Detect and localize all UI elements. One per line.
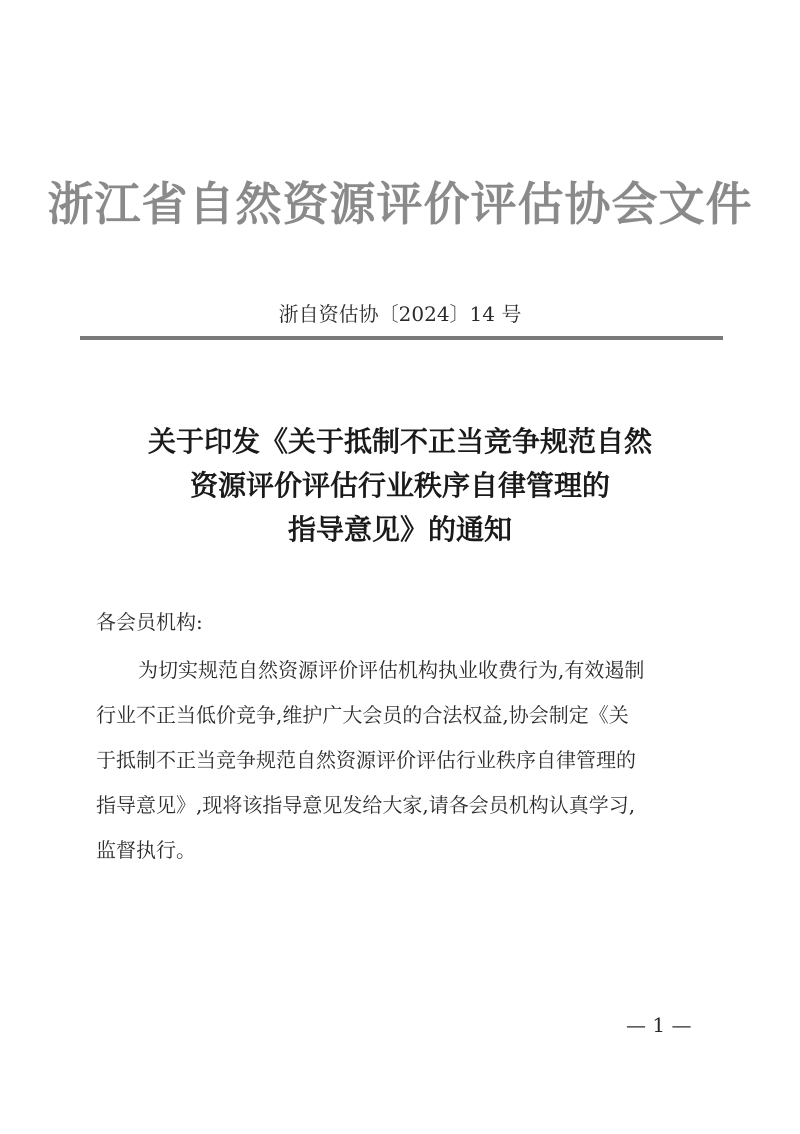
- body-line: 于抵制不正当竞争规范自然资源评价评估行业秩序自律管理的: [96, 748, 636, 772]
- document-title-line: 关于印发《关于抵制不正当竞争规范自然: [147, 425, 652, 458]
- document-title: [80, 420, 720, 552]
- document-title-line: 资源评价评估行业秩序自律管理的: [189, 469, 610, 502]
- document-number: 浙自资估协〔2024〕14 号: [278, 302, 522, 326]
- page-number: — 1 —: [626, 1013, 692, 1037]
- body-line: 指导意见》,现将该指导意见发给大家,请各会员机构认真学习,: [96, 793, 636, 817]
- document-title-line: 指导意见》的通知: [287, 513, 512, 546]
- issuing-organization-header: 浙江省自然资源评价评估协会文件: [47, 177, 753, 231]
- header-divider-rule: [80, 336, 723, 340]
- salutation: 各会员机构:: [96, 610, 203, 634]
- body-line: 行业不正当低价竞争,维护广大会员的合法权益,协会制定《关: [96, 703, 629, 727]
- body-line: 监督执行。: [96, 838, 196, 862]
- body-line: 为切实规范自然资源评价评估机构执业收费行为,有效遏制: [138, 658, 645, 682]
- body-paragraph: [96, 648, 716, 873]
